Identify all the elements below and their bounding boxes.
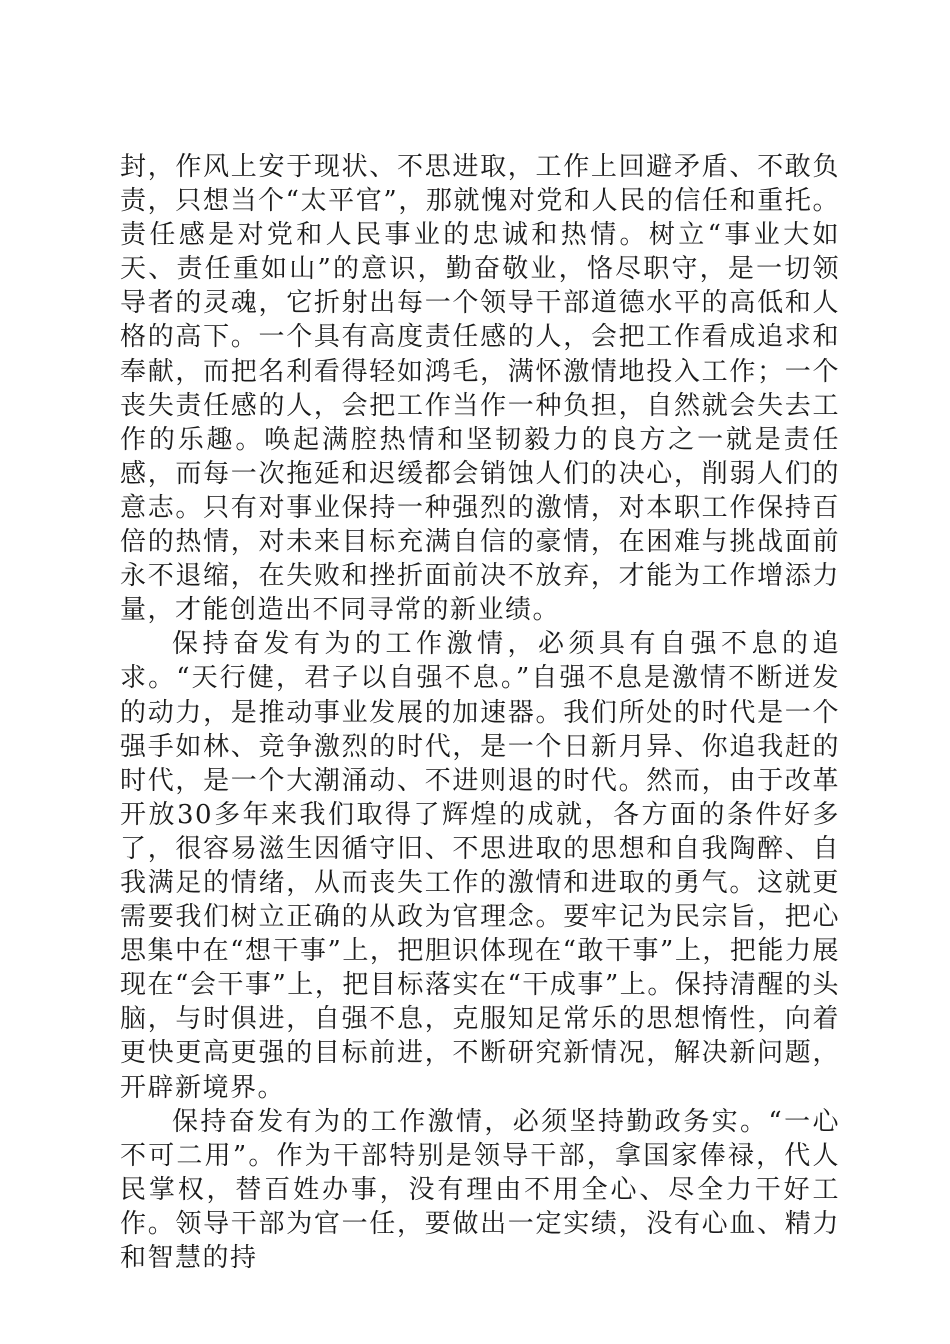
paragraph-self-improvement: 保持奋发有为的工作激情，必须具有自强不息的追求。“天行健，君子以自强不息。”自强不息是激情不断迸发的动力，是推动事业发展的加速器。我们所处的时代是一个强手如林、竞争激烈的时代，是一个日新月异、你追我赶的时代，是一个大潮涌动、不进则退的时代。然而，由于改革开放30多年来我们取得了辉煌的成就，各方面的条件好多了，很容易滋生因循守旧、不思进取的思想和自我陶醉、自我满足的情绪，从而丧失工作的激情和进取的勇气。这就更需要我们树立正确的从政为官理念。要牢记为民宗旨，把心思集中在“想干事”上，把胆识体现在“敢干事”上，把能力展现在“会干事”上，把目标落实在“干成事”上。保持清醒的头脑，与时俱进，自强不息，克服知足常乐的思想惰性，向着更快更高更强的目标前进，不断研究新情况，解决新问题，开辟新境界。 [120,629,840,1103]
document-body [120,150,840,1275]
paragraph-diligence: 保持奋发有为的工作激情，必须坚持勤政务实。“一心不可二用”。作为干部特别是领导干部，拿国家俸禄，代人民掌权，替百姓办事，没有理由不用全心、尽全力干好工作。领导干部为官一任，要做出一定实绩，没有心血、精力和智慧的持 [120,1106,840,1273]
paragraph-continuation: 封，作风上安于现状、不思进取，工作上回避矛盾、不敢负责，只想当个“太平官”，那就愧对党和人民的信任和重托。责任感是对党和人民事业的忠诚和热情。树立“事业大如天、责任重如山”的意识，勤奋敬业，恪尽职守，是一切领导者的灵魂，它折射出每一个领导干部道德水平的高低和人格的高下。一个具有高度责任感的人，会把工作看成追求和奉献，而把名利看得轻如鸿毛，满怀激情地投入工作；一个丧失责任感的人，会把工作当作一种负担，自然就会失去工作的乐趣。唤起满腔热情和坚韧毅力的良方之一就是责任感，而每一次拖延和迟缓都会销蚀人们的决心，削弱人们的意志。只有对事业保持一种强烈的激情，对本职工作保持百倍的热情，对未来目标充满自信的豪情，在困难与挑战面前永不退缩，在失败和挫折面前决不放弃，才能为工作增添力量，才能创造出不同寻常的新业绩。 [120,152,840,626]
